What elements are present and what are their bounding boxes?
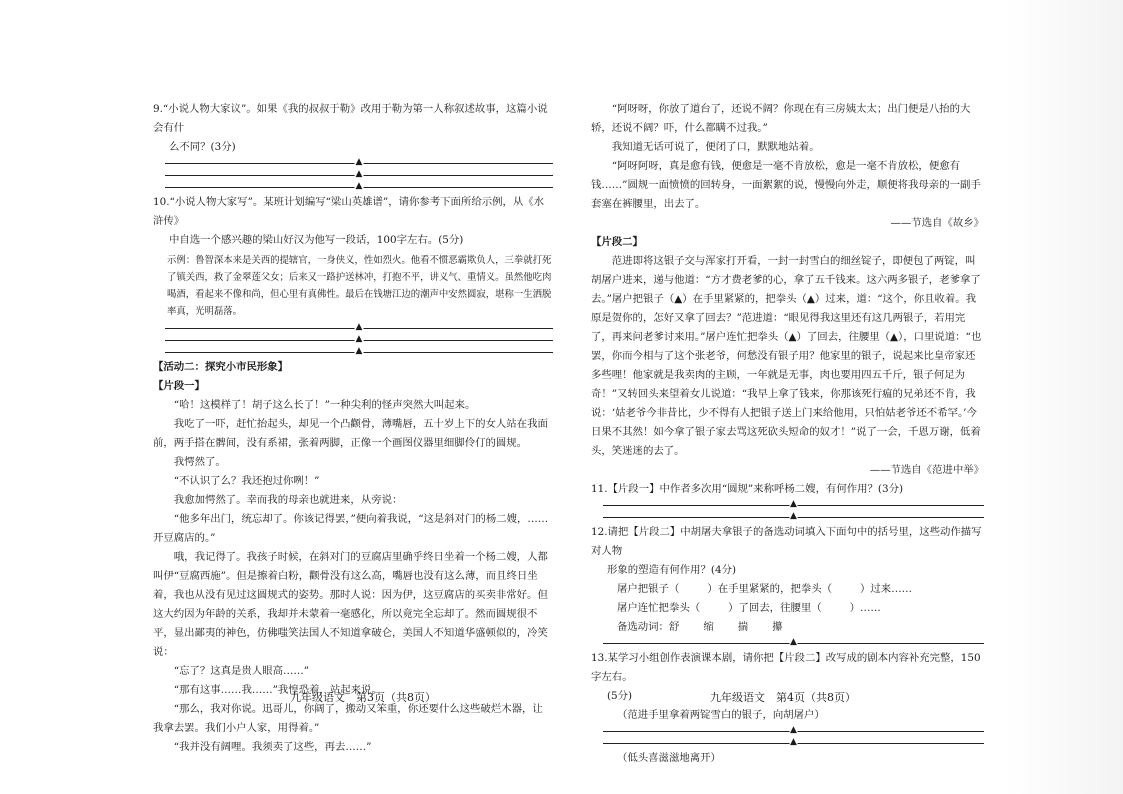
fragment-1-paragraph: “不认识了么？我还抱过你咧！” — [173, 475, 320, 487]
fragment-1-paragraph: 我吃了一吓，赶忙抬起头，却见一个凸颧骨，薄嘴唇，五十岁上下的女人站在我面前，两手搭在髀间，没有系裙，张着两脚，正像一个画图仪器里细脚伶仃的圆规。 — [153, 418, 548, 449]
options-label: 备选动词： — [617, 621, 669, 633]
answer-line[interactable] — [603, 511, 984, 523]
answer-mark: ▲ — [355, 157, 363, 167]
source-guxiang: ——节选自《故乡》 — [890, 217, 984, 229]
question-11: 11.【片段一】中作者多次用“圆规”来称呼杨二嫂，有何作用？(3分) — [591, 483, 904, 495]
answer-mark: ▲ — [355, 334, 363, 344]
answer-mark: ▲ — [790, 737, 797, 747]
fragment-1-continued: “阿呀呀，你放了道台了，还说不阔？你现在有三房姨太太；出门便是八抬的大轿，还说不阔？吓，什么都瞒不过我。” — [591, 103, 971, 134]
left-page — [153, 100, 553, 757]
answer-line[interactable] — [603, 637, 984, 649]
option-word: 缩 — [703, 621, 714, 633]
fragment-1-paragraph: 哦，我记得了。我孩子时候，在斜对门的豆腐店里确乎终日坐着一个杨二嫂，人都叫伊“豆腐西施”。但是擦着白粉，颧骨没有这么高，嘴唇也没有这么薄，而且终日坐着，我也从没有见过这圆规式的姿势。那时人说：因为伊，这豆腐店的买卖非常好。但这大约因为年龄的关系，我却并未蒙着一毫感化，所以竟完全忘却了。然而圆规很不平，显出鄙夷的神色，仿佛嗤笑法国人不知道拿破仑，美国人不知道华盛顿似的，冷笑说： — [153, 551, 548, 658]
answer-mark: ▲ — [790, 725, 797, 735]
fragment-1-paragraph: “哈！这模样了！胡子这么长了！”一种尖利的怪声突然大叫起来。 — [173, 399, 476, 411]
question-12-options — [617, 618, 984, 637]
fragment-1-paragraph: “那有这事……我……”我惶恐着，站起来说。 — [173, 684, 382, 696]
fragment-1-continued: “阿呀阿呀，真是愈有钱，便愈是一毫不肯放松，愈是一毫不肯放松，便愈有钱……”圆规一面愤愤的回转身，一面絮絮的说，慢慢向外走，顺便将我母亲的一副手套塞在裤腰里，出去了。 — [591, 160, 981, 210]
answer-mark: ▲ — [355, 181, 363, 191]
answer-mark: ▲ — [790, 499, 797, 509]
page-edge-shadow — [1006, 0, 1123, 794]
answer-mark: ▲ — [790, 637, 797, 647]
page-3-footer: 九年级语文 第3页（共8页） — [290, 691, 436, 704]
page-4-footer: 九年级语文 第4页（共8页） — [710, 691, 856, 704]
stage-direction-1: （范进手里拿着两锭雪白的银子，向胡屠户） — [617, 709, 825, 721]
stage-direction-2: （低头喜滋滋地离开） — [617, 752, 721, 764]
fragment-1-continued: 我知道无话可说了，便闭了口，默默地站着。 — [611, 141, 820, 153]
fragment-1-paragraph: “他多年出门，统忘却了。你该记得罢，”便向着我说，“这是斜对门的杨二嫂，……开豆腐店的。” — [153, 513, 549, 544]
answer-mark: ▲ — [355, 322, 363, 332]
answer-mark: ▲ — [355, 169, 363, 179]
question-12-sentence-1: 屠户把银子（ ）在手里紧紧的，把拳头（ ）过来…… — [617, 583, 912, 595]
source-fanjin: ——节选自《范进中举》 — [869, 464, 984, 476]
option-word: 舒 — [668, 621, 680, 633]
fragment-1-paragraph: 我愕然了。 — [173, 456, 226, 468]
answer-line[interactable] — [165, 346, 553, 358]
option-word: 揣 — [737, 621, 749, 633]
right-page — [591, 100, 984, 768]
question-10-example: 示例：鲁智深本来是关西的提辖官，一身侠义，性如烈火。他看不惯恶霸欺负人，三拳就打死了镇关西，救了金翠莲父女；后来又一路护送林冲，打抱不平，讲义气、重情义。虽然他吃肉喝酒，看起来不像和尚，但心里有真佛性。最后在钱塘江边的潮声中安然圆寂，堪称一生洒脱率真，光明磊落。 — [167, 255, 552, 317]
option-word: 攥 — [772, 621, 783, 633]
answer-line[interactable] — [603, 737, 984, 749]
question-12-line1: 12.请把【片段二】中胡屠夫拿银子的备选动词填入下面句中的括号里，这些动作描写对人物 — [591, 526, 982, 557]
fragment-1-paragraph: 我愈加愕然了。幸而我的母亲也就进来，从旁说： — [173, 494, 403, 506]
question-9-line1: 9.“小说人物大家议”。如果《我的叔叔于勒》改用于勒为第一人称叙述故事，这篇小说会有什 — [153, 103, 548, 134]
activity-heading: 【活动二：探究小市民形象】 — [153, 361, 289, 373]
question-9-line2: 么不同？(3分) — [169, 141, 236, 153]
answer-mark: ▲ — [355, 346, 363, 356]
fragment-2-paragraph: 范进即将这银子交与浑家打开看，一封一封雪白的细丝锭子，即便包了两锭，叫胡屠户进来，递与他道：“方才费老爹的心，拿了五千钱来。这六两多银子，老爹拿了去。”屠户把银子（▲）在手里紧紧的，把拳头（▲）过来，道：“这个，你且收着。我原是贺你的，怎好又拿了回去？”范进道：“眼见得我这里还有这几两银子，若用完了，再来问老爹讨来用。”屠户连忙把拳头（▲）了回去，往腰里（▲），口里说道：“也罢，你而今相与了这个张老爷，何愁没有银子用？他家里的银子，说起来比皇帝家还多些哩！他家就是我卖肉的主顾，一年就是无事，肉也要用四五千斤，银子何足为奇！”又转回头来望着女儿说道：“我早上拿了钱来，你那该死行瘟的兄弟还不肯，我说：‘姑老爷今非昔比，少不得有人把银子送上门来给他用，只怕姑老爷还不希罕。’今日果不其然！如今拿了银子家去骂这死砍头短命的奴才！”说了一会，千恩万谢，低着头，笑迷迷的去了。 — [591, 255, 982, 457]
answer-line[interactable] — [165, 181, 553, 193]
question-13-line2: (5分) — [607, 690, 633, 702]
question-12-line2: 形象的塑造有何作用？(4分) — [607, 564, 737, 576]
fragment-1-paragraph: “我并没有阔哩。我须卖了这些，再去……” — [173, 741, 372, 753]
fragment-1-title: 【片段一】 — [153, 380, 205, 392]
question-10-line1: 10.“小说人物大家写”。某班计划编写“梁山英雄谱”，请你参考下面所给示例，从《水浒传》 — [153, 196, 545, 227]
question-10-line2: 中自选一个感兴趣的梁山好汉为他写一段话，100字左右。(5分) — [169, 234, 464, 246]
answer-mark: ▲ — [790, 511, 797, 521]
question-12-sentence-2: 屠户连忙把拳头（ ）了回去，往腰里（ ）…… — [617, 602, 881, 614]
fragment-1-paragraph: “忘了？这真是贵人眼高……” — [173, 665, 310, 677]
question-13-line1: 13.某学习小组创作表演课本剧，请你把【片段二】改写成的剧本内容补充完整，150字左右。 — [591, 652, 981, 683]
fragment-1-paragraph: “那么，我对你说。迅哥儿，你阔了，搬动又笨重，你还要什么这些破烂木器，让我拿去罢。我们小户人家，用得着。” — [153, 703, 543, 734]
fragment-2-title: 【片段二】 — [591, 236, 643, 248]
